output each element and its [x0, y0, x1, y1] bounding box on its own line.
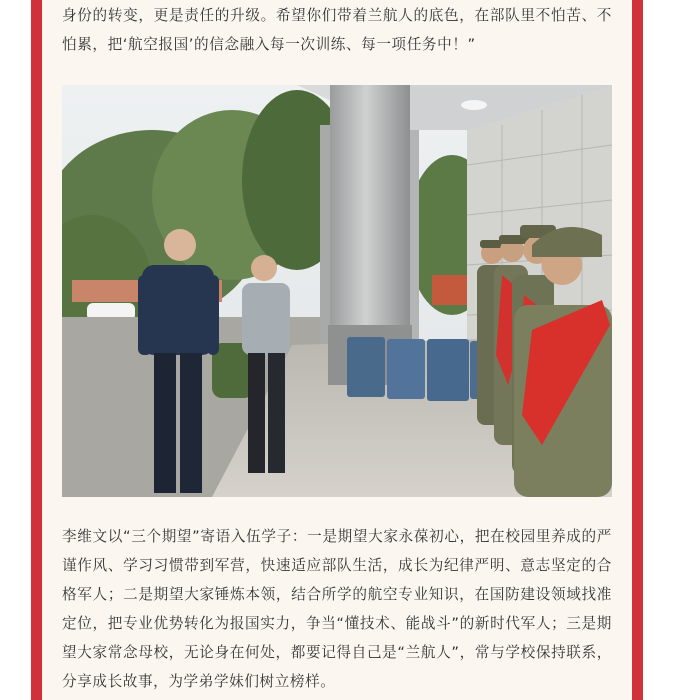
article-paragraph-top: 身份的转变，更是责任的升级。希望你们带着兰航人的底色，在部队里不怕苦、不怕累，把‘航空报国’的信念融入每一次训练、每一项任务中！”	[62, 7, 612, 53]
photo-scene-illustration	[62, 85, 612, 497]
page-margin-left	[0, 0, 31, 700]
article-paragraph-bottom: 李维文以“三个期望”寄语入伍学子：一是期望大家永葆初心，把在校园里养成的严谨作风、学习习惯带到军营，快速适应部队生活，成长为纪律严明、意志坚定的合格军人；二是期望大家锤炼本领，结合所学的航空专业知识，在国防建设领域找准定位，把专业优势转化为报国实力，争当“懂技术、能战斗”的新时代军人；三是期望大家常念母校，无论身在何处，都要记得自己是“兰航人”，常与学校保持联系，分享成长故事，为学弟学妹们树立榜样。	[62, 528, 612, 690]
red-border-right	[632, 0, 643, 700]
article-photo	[62, 85, 612, 497]
page-margin-right	[643, 0, 677, 700]
red-border-left	[31, 0, 42, 700]
